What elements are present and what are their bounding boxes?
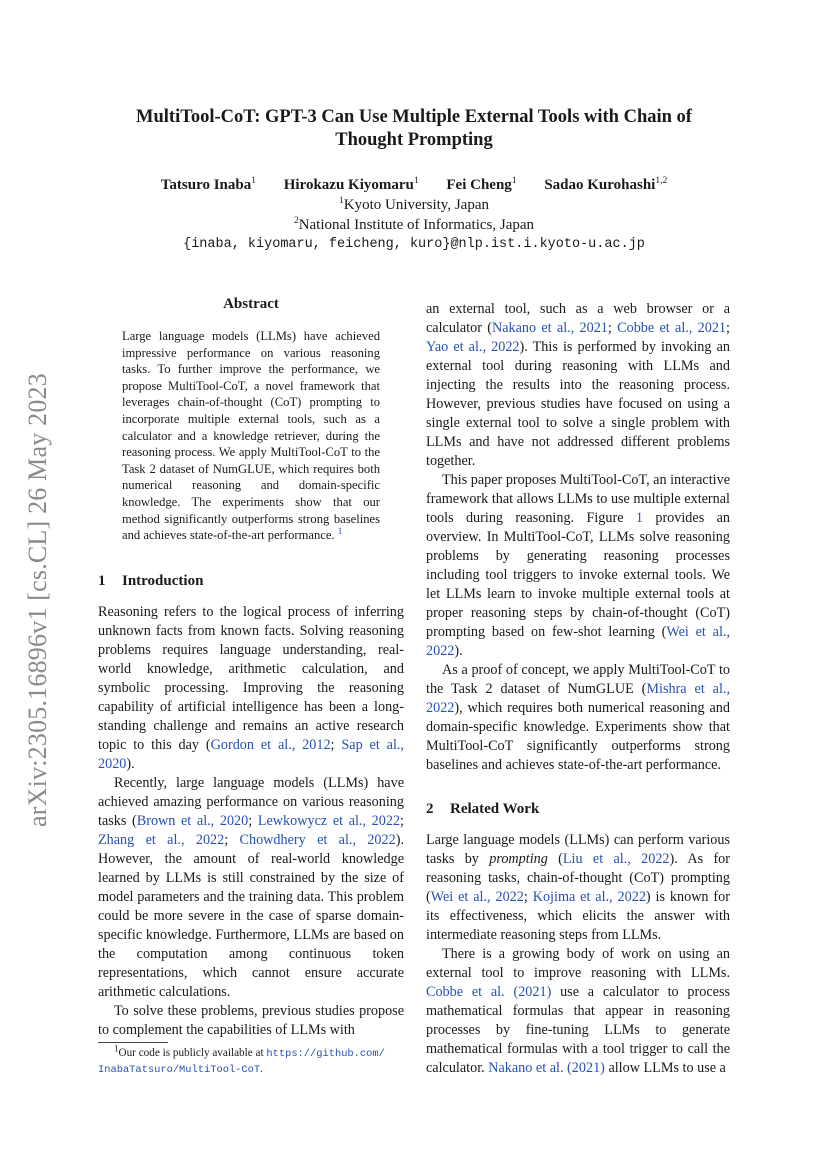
affiliation-1: $^1$Kyoto University, Japan xyxy=(338,196,489,213)
citation-wei-2022[interactable]: Wei et al., 2022 xyxy=(426,624,730,659)
citation-yao-2022[interactable]: Yao et al., 2022 xyxy=(426,339,520,355)
section-1-heading xyxy=(98,573,404,590)
footnote-url[interactable]: https://github.com/ InabaTatsuro/MultiTool-CoT xyxy=(98,1048,385,1076)
citation-wei-2022-b[interactable]: Wei et al., 2022 xyxy=(430,889,524,905)
author-2: Hirokazu Kiyomaru$^1$ xyxy=(283,176,419,193)
arxiv-stamp xyxy=(8,373,68,827)
left-column-body xyxy=(98,603,404,1040)
author-block xyxy=(60,175,768,255)
section-2-heading xyxy=(426,801,730,818)
title-line-2: Thought Prompting xyxy=(335,130,493,150)
title-line-1: MultiTool-CoT: GPT-3 Can Use Multiple External Tools with Chain of xyxy=(136,107,692,127)
affiliation-2: $^2$National Institute of Informatics, Japan xyxy=(293,216,535,233)
intro-paragraph-6: As a proof of concept, we apply MultiTool-CoT to the Task 2 dataset of NumGLUE (Mishra et al., 2022), which requires both numerical reasoning and domain-specific knowledge. Experiments show that MultiTool-CoT significantly outperforms strong baselines and achieves state-of-the-art performance. xyxy=(426,662,731,773)
section-1-title: Introduction xyxy=(122,573,204,589)
paper-title xyxy=(60,106,768,152)
intro-paragraph-5: This paper proposes MultiTool-CoT, an interactive framework that allows LLMs to use multiple external tools during reasoning. Figure 1 provides an overview. In MultiTool-CoT, LLMs solve reasoning problems by generating reasoning processes including tool triggers to invoke external tools. We let LLMs learn to invoke multiple external tools at proper reasoning steps by chain-of-thought (CoT) prompting based on few-shot learning (Wei et al., 2022). xyxy=(426,472,730,659)
related-paragraph-1: Large language models (LLMs) can perform various tasks by prompting (Liu et al., 2022). As for reasoning tasks, chain-of-thought (CoT) prompting (Wei et al., 2022; Kojima et al., 2022) is known for its effectiveness, which elicits the answer with intermediate reasoning steps from LLMs. xyxy=(426,832,730,943)
citation-mishra-2022[interactable]: Mishra et al., 2022 xyxy=(426,681,731,716)
citation-zhang-2022[interactable]: Zhang et al., 2022 xyxy=(98,832,225,848)
abstract-body xyxy=(122,328,380,544)
author-4: Sadao Kurohashi$^{1,2}$ xyxy=(544,176,668,193)
related-work-body xyxy=(426,831,730,1078)
citation-liu-2022[interactable]: Liu et al., 2022 xyxy=(562,851,670,867)
author-names xyxy=(60,175,768,195)
intro-paragraph-1: Reasoning refers to the logical process of inferring unknown facts from known facts. Solving reasoning problems requires language understanding, real-world knowledge, arithmetic calculation, and symbolic processing. Improving the reasoning capability of artificial intelligence has been a long-standing challenge and remains an active research topic to this day (Gordon et al., 2012; Sap et al., 2020). xyxy=(98,604,404,772)
citation-cobbe-2021-b[interactable]: Cobbe et al. (2021) xyxy=(426,984,552,1000)
figure-1-link[interactable]: 1 xyxy=(635,510,643,526)
section-1-number: 1 xyxy=(98,573,106,589)
abstract-text: Large language models (LLMs) have achieved impressive performance on various reasoning tasks. To further improve the performance, we propose MultiTool-CoT, a novel framework that leverages chain-of-thought (CoT) prompting to incorporate multiple external tools, such as a calculator and a knowledge retriever, during the reasoning process. We apply MultiTool-CoT to the Task 2 dataset of NumGLUE, which requires both numerical reasoning and domain-specific knowledge. The experiments show that our method significantly outperforms strong baselines and achieves state-of-the-art performance. xyxy=(122,329,380,543)
citation-kojima-2022[interactable]: Kojima et al., 2022 xyxy=(532,889,646,905)
author-emails: {inaba, kiyomaru, feicheng, kuro}@nlp.ist.i.kyoto-u.ac.jp xyxy=(183,237,645,252)
abstract-heading: Abstract xyxy=(223,296,279,312)
right-column-body xyxy=(426,300,730,775)
citation-chowdhery-2022[interactable]: Chowdhery et al., 2022 xyxy=(239,832,396,848)
citation-brown-2020[interactable]: Brown et al., 2020 xyxy=(136,813,249,829)
intro-paragraph-2: Recently, large language models (LLMs) have achieved amazing performance on various reasoning tasks (Brown et al., 2020; Lewkowycz et al., 2022; Zhang et al., 2022; Chowdhery et al., 2022). However, the amount of real-world knowledge learned by LLMs is still constrained by the size of model parameters and the training data. This problem could be more severe in the case of sparse domain-specific knowledge. Furthermore, LLMs are based on the computation among continuous token representations, which cannot ensure accurate arithmetic calculations. xyxy=(98,775,404,1000)
citation-sap-2020[interactable]: Sap et al., 2020 xyxy=(98,737,404,772)
intro-paragraph-3: To solve these problems, previous studies propose to complement the capabilities of LLMs with xyxy=(98,1003,404,1038)
footnote-rule xyxy=(98,1042,168,1043)
citation-nakano-2021-b[interactable]: Nakano et al. (2021) xyxy=(488,1060,605,1076)
citation-nakano-2021[interactable]: Nakano et al., 2021 xyxy=(491,320,608,336)
abstract-footnote-link[interactable]: 1 xyxy=(337,525,343,536)
citation-cobbe-2021[interactable]: Cobbe et al., 2021 xyxy=(617,320,727,336)
author-1: Tatsuro Inaba$^1$ xyxy=(160,176,256,193)
arxiv-stamp-text: arXiv:2305.16896v1 [cs.CL] 26 May 2023 xyxy=(23,373,52,827)
author-3: Fei Cheng$^1$ xyxy=(446,176,517,193)
intro-paragraph-4: an external tool, such as a web browser or a calculator (Nakano et al., 2021; Cobbe et al., 2021; Yao et al., 2022). This is performed by invoking an external tool during reasoning with LLMs and injecting the results into the reasoning process. However, previous studies have focused on using a single external tool to solve a single problem with LLMs and have not addressed different problems together. xyxy=(426,301,731,469)
footnote: $^1$Our code is publicly available at https://github.com/ InabaTatsuro/MultiTool-CoT. xyxy=(98,1043,385,1076)
citation-lewkowycz-2022[interactable]: Lewkowycz et al., 2022 xyxy=(257,813,401,829)
section-2-number: 2 xyxy=(426,801,434,817)
section-2-title: Related Work xyxy=(450,801,540,817)
citation-gordon-2012[interactable]: Gordon et al., 2012 xyxy=(210,737,331,753)
related-paragraph-2: There is a growing body of work on using an external tool to improve reasoning with LLMs. Cobbe et al. (2021) use a calculator to process mathematical formulas that appear in reasoning processes by fine-tuning LLMs to generate mathematical formulas with a tool trigger to call the calculator. Nakano et al. (2021) allow LLMs to use a xyxy=(426,946,730,1076)
